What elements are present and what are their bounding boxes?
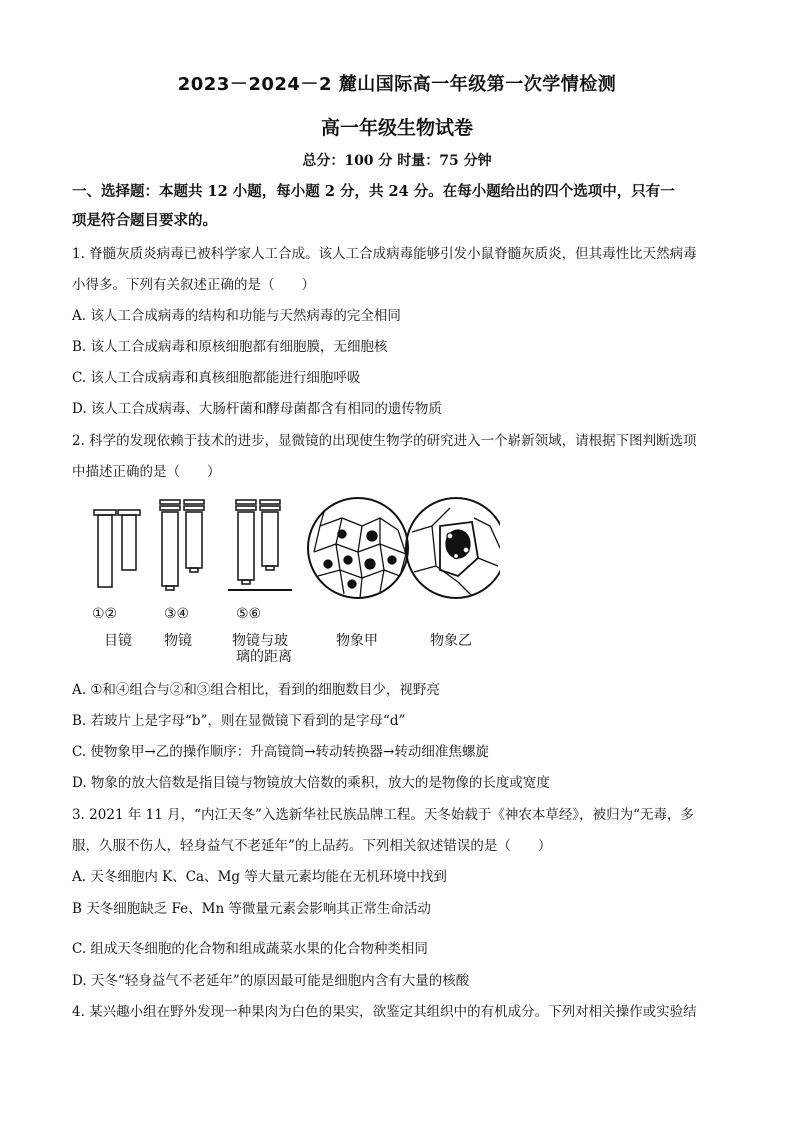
q3-option-d: D. 天冬“轻身益气不老延年”的原因最可能是细胞内含有大量的核酸 — [72, 973, 470, 989]
exam-meta: 总分：100 分 时量：75 分钟 — [302, 153, 492, 169]
objective-5 — [236, 500, 256, 584]
section-heading-line1: 一、选择题：本题共 12 小题，每小题 2 分，共 24 分。在每小题给出的四个选项中，只有一 — [72, 183, 675, 200]
eyepiece-2 — [118, 510, 140, 570]
objective-6 — [260, 500, 280, 570]
figure-num-12: ①② — [92, 606, 118, 622]
microscope-figure — [80, 496, 500, 666]
q3-stem-line2: 服，久服不伤人，轻身益气不老延年”的上品药。下列相关叙述错误的是（ ） — [72, 838, 552, 854]
figure-label-distance-line2: 璃的距离 — [236, 649, 292, 665]
q3-option-c: C. 组成天冬细胞的化合物和组成蔬菜水果的化合物种类相同 — [72, 941, 428, 957]
q2-option-b: B. 若玻片上是字母“b”，则在显微镜下看到的是字母“d” — [72, 713, 406, 729]
figure-label-image-b: 物象乙 — [430, 633, 472, 649]
image-a-cells — [308, 498, 408, 598]
image-b-cells — [406, 498, 500, 598]
figure-num-34: ③④ — [164, 606, 190, 622]
q3-option-b: B 天冬细胞缺乏 Fe、Mn 等微量元素会影响其正常生命活动 — [72, 901, 431, 917]
figure-label-image-a: 物象甲 — [336, 633, 378, 649]
figure-label-eyepiece: 目镜 — [104, 633, 132, 649]
exam-subtitle: 高一年级生物试卷 — [320, 117, 473, 139]
section-heading-line2: 项是符合题目要求的。 — [72, 212, 217, 229]
figure-label-distance-line1: 物镜与玻 — [232, 633, 288, 649]
q2-option-d: D. 物象的放大倍数是指目镜与物镜放大倍数的乘积，放大的是物像的长度或宽度 — [72, 775, 550, 791]
figure-label-objective: 物镜 — [164, 633, 192, 649]
q1-option-a: A. 该人工合成病毒的结构和功能与天然病毒的完全相同 — [72, 308, 401, 324]
figure-num-56: ⑤⑥ — [236, 606, 262, 622]
q1-stem-line2: 小得多。下列有关叙述正确的是（ ） — [72, 277, 315, 293]
q3-stem-line1: 3. 2021 年 11 月，“内江天冬”入选新华社民族品牌工程。天冬始载于《神农本草经》，被归为“无毒，多 — [72, 807, 695, 823]
q2-stem-line1: 2. 科学的发现依赖于技术的进步，显微镜的出现使生物学的研究进入一个崭新领域，请根据下图判断选项 — [72, 433, 697, 449]
objective-3 — [160, 500, 180, 590]
q1-option-c: C. 该人工合成病毒和真核细胞都能进行细胞呼吸 — [72, 370, 361, 386]
q1-option-b: B. 该人工合成病毒和原核细胞都有细胞膜，无细胞核 — [72, 339, 388, 355]
q3-option-a: A. 天冬细胞内 K、Ca、Mg 等大量元素均能在无机环境中找到 — [72, 869, 447, 885]
q2-option-c: C. 使物象甲→乙的操作顺序：升高镜筒→转动转换器→转动细准焦螺旋 — [72, 744, 489, 760]
objective-4 — [184, 500, 204, 572]
q1-option-d: D. 该人工合成病毒、大肠杆菌和酵母菌都含有相同的遗传物质 — [72, 401, 442, 417]
q2-option-a: A. ①和④组合与②和③组合相比，看到的细胞数目少，视野亮 — [72, 682, 440, 698]
microscope-diagram — [80, 496, 500, 606]
q2-stem-line2: 中描述正确的是（ ） — [72, 464, 221, 480]
exam-title: 2023－2024－2 麓山国际高一年级第一次学情检测 — [177, 74, 617, 95]
q4-stem-line1: 4. 某兴趣小组在野外发现一种果肉为白色的果实，欲鉴定其组织中的有机成分。下列对相关操作或实验结 — [72, 1004, 697, 1020]
q1-stem-line1: 1. 脊髓灰质炎病毒已被科学家人工合成。该人工合成病毒能够引发小鼠脊髓灰质炎，但其毒性比天然病毒 — [72, 246, 697, 262]
eyepiece-1 — [94, 510, 116, 587]
